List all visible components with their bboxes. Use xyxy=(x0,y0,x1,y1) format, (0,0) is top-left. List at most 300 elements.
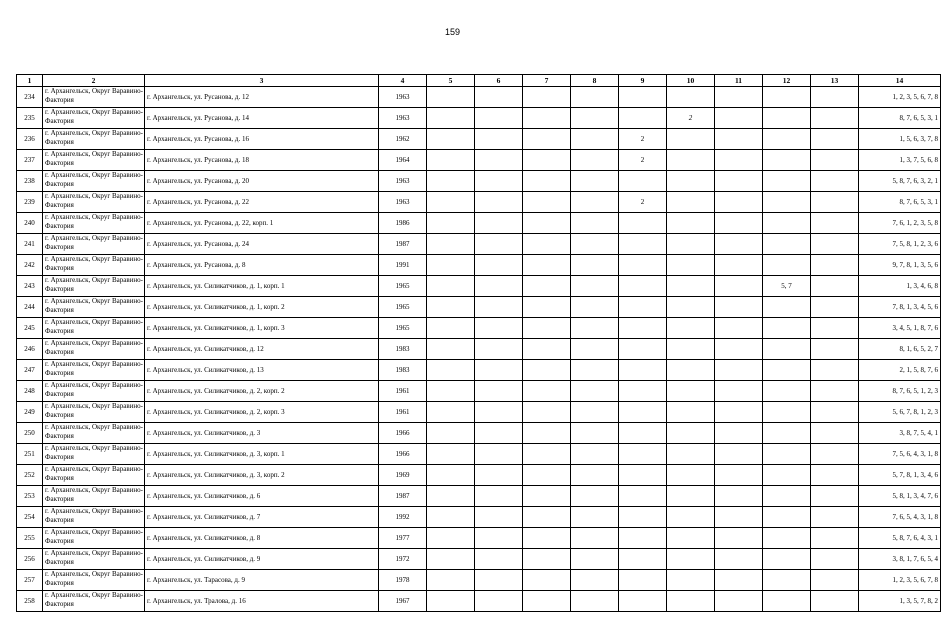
col10-cell xyxy=(667,255,715,276)
col11-cell xyxy=(715,87,763,108)
district-cell: г. Архангельск, Округ Варавино-Фактория xyxy=(43,297,145,318)
address-cell: г. Архангельск, ул. Русанова, д. 18 xyxy=(145,150,379,171)
col11-cell xyxy=(715,213,763,234)
col7-cell xyxy=(523,381,571,402)
year-cell: 1961 xyxy=(379,402,427,423)
col10-cell xyxy=(667,276,715,297)
col5-cell xyxy=(427,549,475,570)
year-cell: 1962 xyxy=(379,129,427,150)
row-number-cell: 243 xyxy=(17,276,43,297)
col7-cell xyxy=(523,465,571,486)
year-cell: 1983 xyxy=(379,360,427,381)
col6-cell xyxy=(475,381,523,402)
col14-cell: 1, 2, 3, 5, 6, 7, 8 xyxy=(859,87,941,108)
col12-cell xyxy=(763,507,811,528)
col12-cell xyxy=(763,297,811,318)
col13-cell xyxy=(811,192,859,213)
table-row xyxy=(17,108,941,129)
col13-cell xyxy=(811,528,859,549)
col9-cell xyxy=(619,570,667,591)
col8-cell xyxy=(571,87,619,108)
column-header-1: 1 xyxy=(17,75,43,87)
col11-cell xyxy=(715,360,763,381)
year-cell: 1965 xyxy=(379,276,427,297)
table-body xyxy=(17,87,941,612)
col6-cell xyxy=(475,507,523,528)
col7-cell xyxy=(523,528,571,549)
col7-cell xyxy=(523,192,571,213)
col10-cell xyxy=(667,591,715,612)
col14-cell: 5, 6, 7, 8, 1, 2, 3 xyxy=(859,402,941,423)
district-cell: г. Архангельск, Округ Варавино-Фактория xyxy=(43,402,145,423)
year-cell: 1963 xyxy=(379,192,427,213)
col11-cell xyxy=(715,381,763,402)
col6-cell xyxy=(475,276,523,297)
table-row xyxy=(17,423,941,444)
col6-cell xyxy=(475,528,523,549)
column-header-3: 3 xyxy=(145,75,379,87)
col13-cell xyxy=(811,213,859,234)
col12-cell xyxy=(763,381,811,402)
district-cell: г. Архангельск, Округ Варавино-Фактория xyxy=(43,192,145,213)
col10-cell xyxy=(667,570,715,591)
col5-cell xyxy=(427,507,475,528)
col11-cell xyxy=(715,129,763,150)
col7-cell xyxy=(523,129,571,150)
col13-cell xyxy=(811,339,859,360)
col11-cell xyxy=(715,234,763,255)
col13-cell xyxy=(811,465,859,486)
col8-cell xyxy=(571,171,619,192)
table-row xyxy=(17,528,941,549)
col10-cell xyxy=(667,507,715,528)
col5-cell xyxy=(427,570,475,591)
col13-cell xyxy=(811,129,859,150)
table-row xyxy=(17,192,941,213)
col14-cell: 2, 1, 5, 8, 7, 6 xyxy=(859,360,941,381)
district-cell: г. Архангельск, Округ Варавино-Фактория xyxy=(43,507,145,528)
col13-cell xyxy=(811,444,859,465)
col6-cell xyxy=(475,402,523,423)
col7-cell xyxy=(523,486,571,507)
address-cell: г. Архангельск, ул. Силикатчиков, д. 1, корп. 2 xyxy=(145,297,379,318)
col8-cell xyxy=(571,276,619,297)
row-number-cell: 258 xyxy=(17,591,43,612)
column-header-7: 7 xyxy=(523,75,571,87)
row-number-cell: 255 xyxy=(17,528,43,549)
col10-cell xyxy=(667,339,715,360)
col12-cell xyxy=(763,360,811,381)
address-cell: г. Архангельск, ул. Силикатчиков, д. 12 xyxy=(145,339,379,360)
row-number-cell: 236 xyxy=(17,129,43,150)
col6-cell xyxy=(475,87,523,108)
col10-cell xyxy=(667,549,715,570)
col12-cell xyxy=(763,255,811,276)
col14-cell: 7, 5, 8, 1, 2, 3, 6 xyxy=(859,234,941,255)
col5-cell xyxy=(427,213,475,234)
col11-cell xyxy=(715,549,763,570)
address-cell: г. Архангельск, ул. Силикатчиков, д. 2, корп. 3 xyxy=(145,402,379,423)
col13-cell xyxy=(811,570,859,591)
col13-cell xyxy=(811,507,859,528)
address-cell: г. Архангельск, ул. Русанова, д. 16 xyxy=(145,129,379,150)
col8-cell xyxy=(571,318,619,339)
col8-cell xyxy=(571,549,619,570)
col5-cell xyxy=(427,444,475,465)
district-cell: г. Архангельск, Округ Варавино-Фактория xyxy=(43,129,145,150)
col12-cell xyxy=(763,591,811,612)
col5-cell xyxy=(427,528,475,549)
col8-cell xyxy=(571,150,619,171)
col9-cell xyxy=(619,402,667,423)
col6-cell xyxy=(475,465,523,486)
col8-cell xyxy=(571,423,619,444)
col8-cell xyxy=(571,129,619,150)
table-row xyxy=(17,486,941,507)
col9-cell xyxy=(619,360,667,381)
col9-cell: 2 xyxy=(619,150,667,171)
col7-cell xyxy=(523,108,571,129)
col5-cell xyxy=(427,129,475,150)
col7-cell xyxy=(523,318,571,339)
col8-cell xyxy=(571,507,619,528)
col11-cell xyxy=(715,507,763,528)
district-cell: г. Архангельск, Округ Варавино-Фактория xyxy=(43,318,145,339)
col8-cell xyxy=(571,339,619,360)
col5-cell xyxy=(427,591,475,612)
col8-cell xyxy=(571,108,619,129)
district-cell: г. Архангельск, Округ Варавино-Фактория xyxy=(43,171,145,192)
district-cell: г. Архангельск, Округ Варавино-Фактория xyxy=(43,486,145,507)
col9-cell xyxy=(619,297,667,318)
col11-cell xyxy=(715,570,763,591)
col10-cell xyxy=(667,486,715,507)
col10-cell xyxy=(667,402,715,423)
col14-cell: 1, 3, 7, 5, 6, 8 xyxy=(859,150,941,171)
col7-cell xyxy=(523,549,571,570)
year-cell: 1961 xyxy=(379,381,427,402)
col7-cell xyxy=(523,570,571,591)
col6-cell xyxy=(475,591,523,612)
row-number-cell: 238 xyxy=(17,171,43,192)
col13-cell xyxy=(811,150,859,171)
row-number-cell: 244 xyxy=(17,297,43,318)
col7-cell xyxy=(523,255,571,276)
table-row xyxy=(17,87,941,108)
col12-cell xyxy=(763,213,811,234)
column-header-2: 2 xyxy=(43,75,145,87)
table-row xyxy=(17,318,941,339)
year-cell: 1969 xyxy=(379,465,427,486)
col13-cell xyxy=(811,255,859,276)
district-cell: г. Архангельск, Округ Варавино-Фактория xyxy=(43,360,145,381)
table-row xyxy=(17,339,941,360)
table-row xyxy=(17,507,941,528)
col14-cell: 1, 3, 5, 7, 8, 2 xyxy=(859,591,941,612)
col6-cell xyxy=(475,129,523,150)
col10-cell xyxy=(667,234,715,255)
address-cell: г. Архангельск, ул. Русанова, д. 12 xyxy=(145,87,379,108)
table-row xyxy=(17,234,941,255)
row-number-cell: 250 xyxy=(17,423,43,444)
col7-cell xyxy=(523,339,571,360)
col7-cell xyxy=(523,444,571,465)
table-row xyxy=(17,444,941,465)
col12-cell xyxy=(763,528,811,549)
col10-cell xyxy=(667,171,715,192)
col5-cell xyxy=(427,276,475,297)
col5-cell xyxy=(427,255,475,276)
col14-cell: 8, 7, 6, 5, 3, 1 xyxy=(859,192,941,213)
col14-cell: 8, 7, 6, 5, 1, 2, 3 xyxy=(859,381,941,402)
row-number-cell: 248 xyxy=(17,381,43,402)
column-header-14: 14 xyxy=(859,75,941,87)
row-number-cell: 251 xyxy=(17,444,43,465)
col10-cell xyxy=(667,318,715,339)
table-row xyxy=(17,591,941,612)
address-cell: г. Архангельск, ул. Силикатчиков, д. 6 xyxy=(145,486,379,507)
col9-cell xyxy=(619,507,667,528)
col12-cell: 5, 7 xyxy=(763,276,811,297)
year-cell: 1983 xyxy=(379,339,427,360)
district-cell: г. Архангельск, Округ Варавино-Фактория xyxy=(43,213,145,234)
col10-cell xyxy=(667,297,715,318)
col9-cell xyxy=(619,528,667,549)
address-cell: г. Архангельск, ул. Силикатчиков, д. 9 xyxy=(145,549,379,570)
address-cell: г. Архангельск, ул. Русанова, д. 22, корп. 1 xyxy=(145,213,379,234)
col7-cell xyxy=(523,402,571,423)
col12-cell xyxy=(763,423,811,444)
district-cell: г. Архангельск, Округ Варавино-Фактория xyxy=(43,423,145,444)
col13-cell xyxy=(811,234,859,255)
col11-cell xyxy=(715,444,763,465)
row-number-cell: 240 xyxy=(17,213,43,234)
col6-cell xyxy=(475,150,523,171)
col5-cell xyxy=(427,87,475,108)
address-cell: г. Архангельск, ул. Русанова, д. 20 xyxy=(145,171,379,192)
col5-cell xyxy=(427,318,475,339)
col14-cell: 7, 5, 6, 4, 3, 1, 8 xyxy=(859,444,941,465)
col10-cell xyxy=(667,444,715,465)
address-cell: г. Архангельск, ул. Силикатчиков, д. 1, корп. 3 xyxy=(145,318,379,339)
col13-cell xyxy=(811,423,859,444)
row-number-cell: 237 xyxy=(17,150,43,171)
row-number-cell: 246 xyxy=(17,339,43,360)
year-cell: 1986 xyxy=(379,213,427,234)
col14-cell: 7, 8, 1, 3, 4, 5, 6 xyxy=(859,297,941,318)
col11-cell xyxy=(715,528,763,549)
year-cell: 1966 xyxy=(379,423,427,444)
column-header-10: 10 xyxy=(667,75,715,87)
col12-cell xyxy=(763,465,811,486)
district-cell: г. Архангельск, Округ Варавино-Фактория xyxy=(43,591,145,612)
year-cell: 1978 xyxy=(379,570,427,591)
col7-cell xyxy=(523,171,571,192)
col5-cell xyxy=(427,192,475,213)
address-cell: г. Архангельск, ул. Тарасова, д. 9 xyxy=(145,570,379,591)
district-cell: г. Архангельск, Округ Варавино-Фактория xyxy=(43,528,145,549)
col6-cell xyxy=(475,192,523,213)
table-row xyxy=(17,171,941,192)
col5-cell xyxy=(427,402,475,423)
col12-cell xyxy=(763,486,811,507)
col13-cell xyxy=(811,549,859,570)
col12-cell xyxy=(763,171,811,192)
col11-cell xyxy=(715,297,763,318)
col13-cell xyxy=(811,381,859,402)
col9-cell xyxy=(619,591,667,612)
address-cell: г. Архангельск, ул. Русанова, д. 22 xyxy=(145,192,379,213)
col14-cell: 5, 7, 8, 1, 3, 4, 6 xyxy=(859,465,941,486)
col8-cell xyxy=(571,528,619,549)
address-cell: г. Архангельск, ул. Русанова, д. 8 xyxy=(145,255,379,276)
table-row xyxy=(17,570,941,591)
district-cell: г. Архангельск, Округ Варавино-Фактория xyxy=(43,108,145,129)
col13-cell xyxy=(811,360,859,381)
col10-cell xyxy=(667,129,715,150)
year-cell: 1972 xyxy=(379,549,427,570)
address-cell: г. Архангельск, ул. Силикатчиков, д. 3 xyxy=(145,423,379,444)
col5-cell xyxy=(427,234,475,255)
col11-cell xyxy=(715,339,763,360)
col9-cell xyxy=(619,318,667,339)
col6-cell xyxy=(475,549,523,570)
year-cell: 1991 xyxy=(379,255,427,276)
district-cell: г. Архангельск, Округ Варавино-Фактория xyxy=(43,234,145,255)
year-cell: 1966 xyxy=(379,444,427,465)
col6-cell xyxy=(475,423,523,444)
col12-cell xyxy=(763,402,811,423)
address-cell: г. Архангельск, ул. Русанова, д. 14 xyxy=(145,108,379,129)
col6-cell xyxy=(475,108,523,129)
col13-cell xyxy=(811,486,859,507)
col9-cell xyxy=(619,255,667,276)
district-cell: г. Архангельск, Округ Варавино-Фактория xyxy=(43,276,145,297)
col10-cell xyxy=(667,423,715,444)
col14-cell: 8, 1, 6, 5, 2, 7 xyxy=(859,339,941,360)
data-table xyxy=(16,74,941,612)
col11-cell xyxy=(715,150,763,171)
col10-cell xyxy=(667,192,715,213)
col12-cell xyxy=(763,87,811,108)
col11-cell xyxy=(715,423,763,444)
col5-cell xyxy=(427,339,475,360)
row-number-cell: 242 xyxy=(17,255,43,276)
address-cell: г. Архангельск, ул. Тралова, д. 16 xyxy=(145,591,379,612)
year-cell: 1977 xyxy=(379,528,427,549)
district-cell: г. Архангельск, Округ Варавино-Фактория xyxy=(43,570,145,591)
col14-cell: 5, 8, 7, 6, 3, 2, 1 xyxy=(859,171,941,192)
row-number-cell: 239 xyxy=(17,192,43,213)
col6-cell xyxy=(475,339,523,360)
table-row xyxy=(17,402,941,423)
col13-cell xyxy=(811,87,859,108)
col13-cell xyxy=(811,297,859,318)
col7-cell xyxy=(523,591,571,612)
col8-cell xyxy=(571,213,619,234)
col5-cell xyxy=(427,360,475,381)
col6-cell xyxy=(475,570,523,591)
table-row xyxy=(17,549,941,570)
col11-cell xyxy=(715,171,763,192)
year-cell: 1992 xyxy=(379,507,427,528)
col12-cell xyxy=(763,129,811,150)
col14-cell: 9, 7, 8, 1, 3, 5, 6 xyxy=(859,255,941,276)
col5-cell xyxy=(427,465,475,486)
col5-cell xyxy=(427,150,475,171)
column-header-13: 13 xyxy=(811,75,859,87)
col11-cell xyxy=(715,276,763,297)
col14-cell: 8, 7, 6, 5, 3, 1 xyxy=(859,108,941,129)
col12-cell xyxy=(763,234,811,255)
col5-cell xyxy=(427,423,475,444)
col9-cell xyxy=(619,549,667,570)
year-cell: 1964 xyxy=(379,150,427,171)
col6-cell xyxy=(475,234,523,255)
col7-cell xyxy=(523,507,571,528)
col14-cell: 3, 8, 7, 5, 4, 1 xyxy=(859,423,941,444)
col9-cell xyxy=(619,108,667,129)
year-cell: 1987 xyxy=(379,486,427,507)
col14-cell: 1, 3, 4, 6, 8 xyxy=(859,276,941,297)
col7-cell xyxy=(523,360,571,381)
table-row xyxy=(17,150,941,171)
col8-cell xyxy=(571,570,619,591)
table-row xyxy=(17,213,941,234)
col9-cell xyxy=(619,234,667,255)
col6-cell xyxy=(475,360,523,381)
col11-cell xyxy=(715,402,763,423)
table-row xyxy=(17,255,941,276)
row-number-cell: 254 xyxy=(17,507,43,528)
col10-cell xyxy=(667,213,715,234)
district-cell: г. Архангельск, Округ Варавино-Фактория xyxy=(43,87,145,108)
col12-cell xyxy=(763,444,811,465)
row-number-cell: 256 xyxy=(17,549,43,570)
col10-cell xyxy=(667,87,715,108)
address-cell: г. Архангельск, ул. Русанова, д. 24 xyxy=(145,234,379,255)
table-row xyxy=(17,360,941,381)
address-cell: г. Архангельск, ул. Силикатчиков, д. 2, корп. 2 xyxy=(145,381,379,402)
col14-cell: 1, 2, 3, 5, 6, 7, 8 xyxy=(859,570,941,591)
address-cell: г. Архангельск, ул. Силикатчиков, д. 13 xyxy=(145,360,379,381)
row-number-cell: 249 xyxy=(17,402,43,423)
col8-cell xyxy=(571,360,619,381)
col6-cell xyxy=(475,318,523,339)
col11-cell xyxy=(715,465,763,486)
col14-cell: 1, 5, 6, 3, 7, 8 xyxy=(859,129,941,150)
col9-cell xyxy=(619,87,667,108)
address-cell: г. Архангельск, ул. Силикатчиков, д. 3, корп. 2 xyxy=(145,465,379,486)
col10-cell xyxy=(667,528,715,549)
district-cell: г. Архангельск, Округ Варавино-Фактория xyxy=(43,549,145,570)
col6-cell xyxy=(475,255,523,276)
col13-cell xyxy=(811,591,859,612)
col8-cell xyxy=(571,297,619,318)
table-row xyxy=(17,465,941,486)
col9-cell: 2 xyxy=(619,129,667,150)
row-number-cell: 245 xyxy=(17,318,43,339)
col13-cell xyxy=(811,276,859,297)
col5-cell xyxy=(427,171,475,192)
year-cell: 1965 xyxy=(379,318,427,339)
table-row xyxy=(17,276,941,297)
column-header-8: 8 xyxy=(571,75,619,87)
col8-cell xyxy=(571,234,619,255)
col5-cell xyxy=(427,108,475,129)
address-cell: г. Архангельск, ул. Силикатчиков, д. 8 xyxy=(145,528,379,549)
row-number-cell: 257 xyxy=(17,570,43,591)
